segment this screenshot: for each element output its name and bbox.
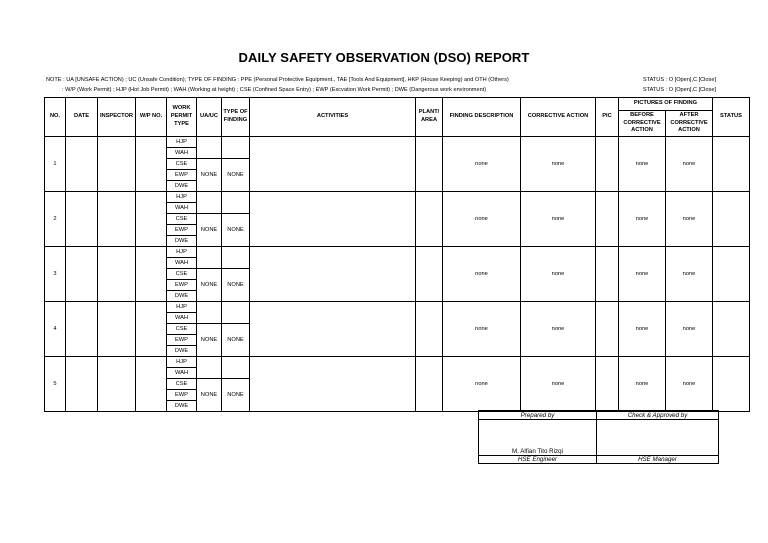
row-status: [713, 247, 750, 302]
preparer-role: HSE Engineer: [479, 456, 597, 464]
permit-type-cell: DWE: [167, 291, 197, 302]
row-finding-type: NONE: [222, 214, 250, 247]
header-status: STATUS: [713, 98, 750, 137]
row-corrective-action: none: [521, 357, 596, 412]
permit-type-cell: WAH: [167, 258, 197, 269]
permit-type-cell: DWE: [167, 236, 197, 247]
header-inspector: INSPECTOR: [98, 98, 136, 137]
row-status: [713, 302, 750, 357]
row-plant-area: [416, 302, 443, 357]
row-after-picture: none: [666, 137, 713, 192]
header-after-corrective: AFTER CORRECTIVE ACTION: [666, 111, 713, 137]
row-after-picture: none: [666, 302, 713, 357]
row-before-picture: none: [619, 357, 666, 412]
row-date: [66, 247, 98, 302]
signature-block: [478, 410, 719, 464]
header-pic: PIC: [596, 98, 619, 137]
row-wp-no: [136, 247, 167, 302]
row-ua-uc: NONE: [197, 324, 222, 357]
row-corrective-action: none: [521, 247, 596, 302]
permit-type-cell: EWP: [167, 280, 197, 291]
row-ua-uc: NONE: [197, 159, 222, 192]
permit-type-cell: CSE: [167, 324, 197, 335]
table-row: [45, 192, 750, 203]
row-plant-area: [416, 137, 443, 192]
permit-type-cell: WAH: [167, 203, 197, 214]
report-title: DAILY SAFETY OBSERVATION (DSO) REPORT: [238, 50, 530, 65]
table-row: [45, 247, 750, 258]
row-finding-description: none: [443, 137, 521, 192]
approver-name: [597, 420, 719, 456]
row-after-picture: none: [666, 357, 713, 412]
row-finding-description: none: [443, 247, 521, 302]
row-finding-type-upper: [222, 137, 250, 159]
row-before-picture: none: [619, 302, 666, 357]
header-finding-description: FINDING DESCRIPTION: [443, 98, 521, 137]
permit-type-cell: EWP: [167, 390, 197, 401]
note-line-1: NOTE : UA [UNSAFE ACTION) ; UC (Unsafe Condition); TYPE OF FINDING : PPE (Personal Protective Equipment., TAE [Tools And Equipment], HKP (House Keeping) and OTH (Others): [46, 77, 509, 83]
row-date: [66, 357, 98, 412]
row-plant-area: [416, 247, 443, 302]
row-inspector: [98, 247, 136, 302]
permit-type-cell: HJP: [167, 302, 197, 313]
row-ua-uc-upper: [197, 247, 222, 269]
row-ua-uc: NONE: [197, 379, 222, 412]
permit-type-cell: HJP: [167, 357, 197, 368]
row-date: [66, 192, 98, 247]
permit-type-cell: WAH: [167, 313, 197, 324]
row-after-picture: none: [666, 247, 713, 302]
row-activities: [250, 302, 416, 357]
row-corrective-action: none: [521, 137, 596, 192]
row-finding-type-upper: [222, 357, 250, 379]
header-ua-uc: UA/UC: [197, 98, 222, 137]
row-ua-uc: NONE: [197, 269, 222, 302]
row-ua-uc-upper: [197, 137, 222, 159]
header-date: DATE: [66, 98, 98, 137]
row-finding-description: none: [443, 302, 521, 357]
table-body: [45, 137, 750, 412]
row-pic: [596, 192, 619, 247]
header-wp-no: W/P NO.: [136, 98, 167, 137]
row-finding-type-upper: [222, 247, 250, 269]
preparer-name: M. Alfian Tito Rizqi: [479, 420, 597, 456]
permit-type-cell: DWE: [167, 346, 197, 357]
permit-type-cell: EWP: [167, 335, 197, 346]
permit-type-cell: CSE: [167, 214, 197, 225]
row-no: 5: [45, 357, 66, 412]
row-activities: [250, 247, 416, 302]
row-finding-type: NONE: [222, 324, 250, 357]
row-status: [713, 357, 750, 412]
header-no: NO.: [45, 98, 66, 137]
permit-type-cell: CSE: [167, 159, 197, 170]
row-finding-type-upper: [222, 302, 250, 324]
row-finding-description: none: [443, 192, 521, 247]
row-no: 3: [45, 247, 66, 302]
permit-type-cell: HJP: [167, 247, 197, 258]
row-inspector: [98, 137, 136, 192]
row-ua-uc: NONE: [197, 214, 222, 247]
permit-type-cell: WAH: [167, 368, 197, 379]
row-no: 4: [45, 302, 66, 357]
row-ua-uc-upper: [197, 357, 222, 379]
row-no: 2: [45, 192, 66, 247]
row-plant-area: [416, 357, 443, 412]
row-pic: [596, 137, 619, 192]
row-finding-type-upper: [222, 192, 250, 214]
row-pic: [596, 247, 619, 302]
header-pictures-of-finding: PICTURES OF FINDING: [619, 98, 713, 111]
row-ua-uc-upper: [197, 192, 222, 214]
row-inspector: [98, 357, 136, 412]
row-wp-no: [136, 357, 167, 412]
row-no: 1: [45, 137, 66, 192]
status-legend-2: STATUS : O [Open],C [Close]: [642, 87, 716, 93]
approver-role: HSE Manager: [597, 456, 719, 464]
table-row: [45, 302, 750, 313]
header-corrective-action: CORRECTIVE ACTION: [521, 98, 596, 137]
status-legend-1: STATUS : O [Open],C [Close]: [642, 77, 716, 83]
permit-type-cell: EWP: [167, 170, 197, 181]
prepared-by-label: Prepared by: [479, 411, 597, 420]
row-activities: [250, 137, 416, 192]
table-row: [45, 137, 750, 148]
row-finding-description: none: [443, 357, 521, 412]
row-status: [713, 137, 750, 192]
dso-table: [44, 97, 750, 412]
row-corrective-action: none: [521, 192, 596, 247]
row-wp-no: [136, 302, 167, 357]
permit-type-cell: EWP: [167, 225, 197, 236]
permit-type-cell: WAH: [167, 148, 197, 159]
row-before-picture: none: [619, 137, 666, 192]
row-plant-area: [416, 192, 443, 247]
row-activities: [250, 357, 416, 412]
row-corrective-action: none: [521, 302, 596, 357]
header-type-of-finding: TYPE OF FINDING: [222, 98, 250, 137]
header-work-permit-type: WORK PERMIT TYPE: [167, 98, 197, 137]
row-inspector: [98, 302, 136, 357]
row-before-picture: none: [619, 247, 666, 302]
row-wp-no: [136, 137, 167, 192]
permit-type-cell: DWE: [167, 401, 197, 412]
check-approved-by-label: Check & Approved by: [597, 411, 719, 420]
header-plant-area: PLANT/ AREA: [416, 98, 443, 137]
table-row: [45, 357, 750, 368]
row-pic: [596, 302, 619, 357]
row-pic: [596, 357, 619, 412]
row-inspector: [98, 192, 136, 247]
row-finding-type: NONE: [222, 159, 250, 192]
permit-type-cell: CSE: [167, 269, 197, 280]
row-finding-type: NONE: [222, 269, 250, 302]
note-line-2: : W/P (Work Permit) ; HJP (Hot Job Permit) ; WAH (Working at height) ; CSE (Confined Space Entry) ; EWP (Excvation Work Permit) ; DWE (Dangerous work environment): [62, 87, 487, 93]
row-ua-uc-upper: [197, 302, 222, 324]
permit-type-cell: HJP: [167, 192, 197, 203]
row-status: [713, 192, 750, 247]
row-activities: [250, 192, 416, 247]
header-activities: ACTIVITIES: [250, 98, 416, 137]
row-before-picture: none: [619, 192, 666, 247]
permit-type-cell: HJP: [167, 137, 197, 148]
row-date: [66, 302, 98, 357]
table-header: [45, 98, 750, 137]
row-after-picture: none: [666, 192, 713, 247]
row-finding-type: NONE: [222, 379, 250, 412]
permit-type-cell: DWE: [167, 181, 197, 192]
row-date: [66, 137, 98, 192]
row-wp-no: [136, 192, 167, 247]
permit-type-cell: CSE: [167, 379, 197, 390]
header-before-corrective: BEFORE CORRECTIVE ACTION: [619, 111, 666, 137]
